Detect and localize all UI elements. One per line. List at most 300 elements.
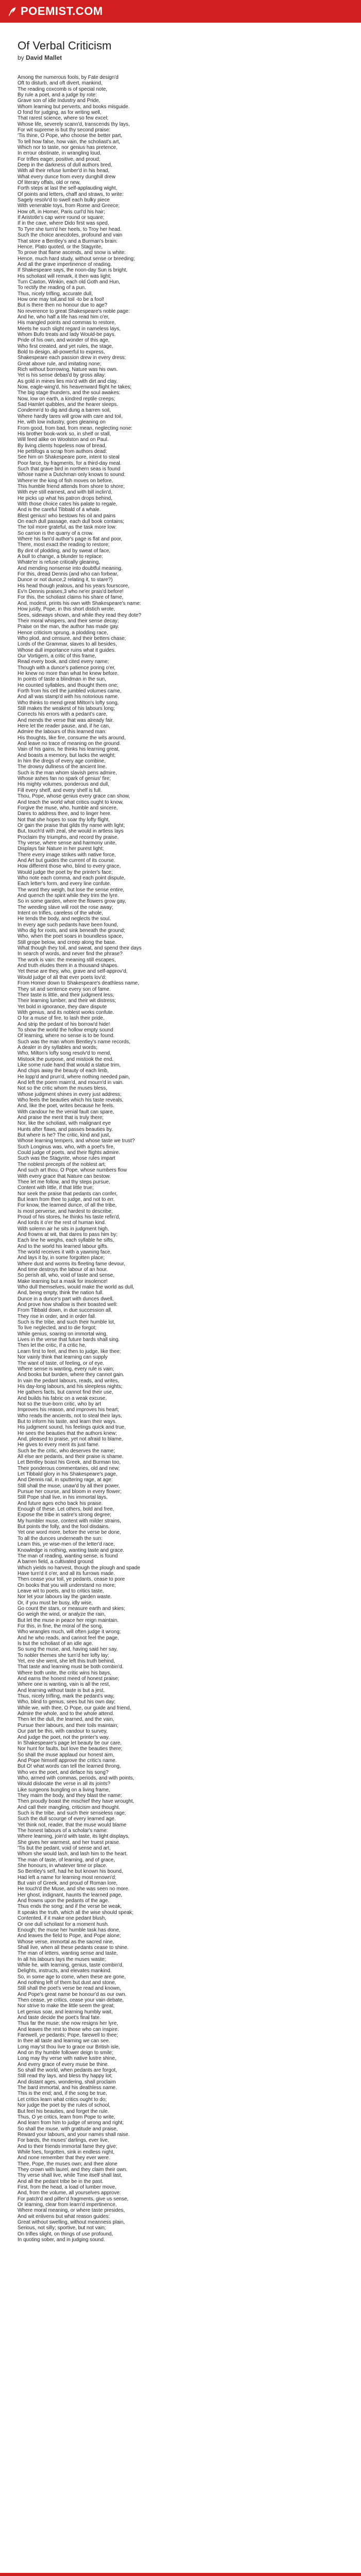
site-header — [0, 0, 361, 23]
poem-line: He tends the body, and neglects the soul. — [18, 916, 111, 922]
poem-line: But learn from thee to judge, and not to err. — [18, 1196, 115, 1202]
poem-line: To live neglected, and to die forgot; — [18, 1325, 97, 1331]
poem-byline — [18, 54, 348, 62]
poem-line: Corrects his errors with a pedant's care, — [18, 711, 108, 718]
poem-line: A barren field, a cultivated ground — [18, 1559, 94, 1565]
poem-line: Nor strive to make the little seem the great; — [18, 2003, 115, 2009]
poem-line: Hunts after flaws, and passes beauties by. — [18, 1126, 113, 1132]
poem-line: The drowsy dullness of the ancient line. — [18, 764, 107, 770]
poem-line: The want of taste, of feeling, or of eye. — [18, 1360, 104, 1366]
poem-line: The toil more grateful, as the task more low: — [18, 524, 117, 531]
poem-line: Then let the critic, if a critic he, — [18, 1343, 87, 1349]
poem-line: Enough; the muse her humble task has done, — [18, 1927, 121, 1933]
poem-line: Shakespeare each passion drew in every dress: — [18, 355, 126, 361]
quill-icon — [7, 6, 18, 16]
poem-line: So shall the muse, with gratitude and praise, — [18, 2126, 118, 2132]
poem-line: Nor, like the scholiast, with malignant eye — [18, 1121, 111, 1127]
poem-line: Oft to disturb, and oft divert, mankind, — [18, 80, 103, 87]
poem-line: In Shakespeare's page let beauty be our care, — [18, 1740, 122, 1746]
poem-line: Still shall the muse, unaw'd by all their power, — [18, 1483, 120, 1489]
poem-line: The work is vain: the meaning still escapes, — [18, 957, 116, 963]
poem-line: Still grope below, and creep along the base. — [18, 939, 117, 945]
poem-line: Not so the critic whom the muses bless, — [18, 1086, 107, 1092]
poem-line: Who wrangles much, will often judge it wrong; — [18, 1629, 121, 1635]
poem-line: They maim the body, and they blast the name; — [18, 1792, 122, 1799]
poem-line: His thoughts, like fire, consume the wits around, — [18, 735, 126, 741]
poem-line: And praise the merit that is truly there; — [18, 1115, 104, 1121]
poem-line: For this, dread Dennis (and who can forbear, — [18, 571, 119, 578]
poem-line: By dint of plodding, and by sweat of face, — [18, 548, 111, 554]
poem-line: Forth steps at last the self-applauding wight, — [18, 185, 118, 192]
poem-line: Admire the whole, and to the whole attend. — [18, 1711, 114, 1717]
author-name[interactable]: David Mallet — [26, 54, 62, 62]
poem-line: He pettifogs a scrap from authors dead: — [18, 448, 107, 454]
poem-line: Whom Bufo treats and lady Would-be pays. — [18, 332, 116, 338]
poem-line: While he, with learning, genius, taste combin'd, — [18, 1962, 124, 1968]
poem-line: On trifles slight, on things of use profound, — [18, 2231, 113, 2237]
poem-line: While genius, soaring on immortal wing, — [18, 1331, 108, 1337]
poem-line: Who plod, and censure, and their betters chase; — [18, 635, 126, 641]
poem-line: A dealer in dry syllables and words; — [18, 1044, 97, 1050]
poem-line: Long may'st thou live to grace our British isle, — [18, 2044, 120, 2050]
poem-line: Contented, if it make one pedant blush, — [18, 1916, 106, 1922]
poem-line: Who feels the beauties which his taste reveals, — [18, 1097, 124, 1104]
poem-line: Which yields no harvest, though the plough and spade — [18, 1565, 140, 1571]
poem-line: Now, low on earth, a kindred reptile creeps; — [18, 396, 116, 402]
poem-line: Is but the scholiast of an idle age. — [18, 1641, 93, 1647]
poem-line: Nor hunt for faults, but love the beauties there; — [18, 1746, 123, 1752]
poem-line: Let genius soar, and learning humbly wait, — [18, 2009, 113, 2015]
poem-line: 'Tis but the pedant, void of sense and art, — [18, 1845, 111, 1852]
poem-line: Vain of his gains, he thinks his learning great, — [18, 747, 120, 753]
poem-line: For wit supreme is but thy second praise: — [18, 127, 111, 133]
poem-line: Yet one word more, before the verse be done, — [18, 1530, 121, 1536]
poem-line: Who thinks to mend great Milton's lofty song, — [18, 700, 119, 706]
poem-line: Who, blind to genius, sees but his own day; — [18, 1699, 116, 1705]
poem-line: For patch'd and pilfer'd fragments, give us sense, — [18, 2196, 129, 2202]
poem-line: Fill every shelf, and every shelf is full. — [18, 787, 102, 793]
poem-line: And future ages echo back his praise. — [18, 1500, 103, 1506]
poem-line: Hence, much hard study, without sense or breeding; — [18, 256, 135, 262]
poem-line: Still shall the poet's verse be read and known, — [18, 1986, 121, 1992]
poem-line: Hence criticism sprung, a plodding race, — [18, 630, 108, 636]
poem-line: Of literary offals, old or new, — [18, 180, 81, 186]
poem-line: With venerable toys, from Rome and Greece; — [18, 203, 120, 209]
poem-line: Admire the labours of this learned man: — [18, 729, 107, 735]
poem-line: Lives in the verse that future bards shall sing. — [18, 1337, 120, 1343]
poem-line: See him on Shakespeare pore, intent to steal — [18, 454, 120, 461]
poem-line: Great above rule, and imitating none; — [18, 361, 102, 367]
poem-line: Yet is his sense debas'd by gross allay: — [18, 372, 106, 379]
poem-line: All else are pedants, and their praise is shame. — [18, 1454, 124, 1460]
poem-line: In every age such pedants have been found, — [18, 922, 118, 928]
poem-line: From good, from bad, from mean, neglecting none: — [18, 425, 133, 431]
poem-line: Content with little, if that little true; — [18, 1185, 94, 1191]
poem-body — [18, 75, 348, 2243]
poem-line: Which nor to taste, nor genius has pretence, — [18, 145, 118, 151]
poem-line: And he, who half a life has read him o'er, — [18, 314, 110, 320]
poem-line: Where both unite, the critic wins his bays, — [18, 1670, 111, 1676]
poem-line: Thus, nicely trifling, accurate dull, — [18, 291, 93, 297]
poem-line: Their ponderous commentaries, old and new; — [18, 1465, 120, 1471]
poem-line: Knowledge is nothing, wanting taste and grace. — [18, 1547, 124, 1553]
poem-line: If Aristotle's cap were round or square; — [18, 215, 105, 221]
poem-line: If in the cave, where Dido first was sped, — [18, 221, 109, 227]
poem-line: And teach the world what critics ought to know, — [18, 799, 124, 805]
poem-line: Their learning lumber, and their wit distress; — [18, 998, 116, 1004]
poem-line: For trifles eager, positive, and proud; — [18, 156, 101, 162]
poem-line: So in some garden, where the flowers grow gay, — [18, 899, 126, 905]
poem-line: With every grace that Nature can bestow. — [18, 1173, 111, 1179]
poem-line: And call their mangling, criticism and thought. — [18, 1804, 120, 1810]
poem-line: Thee, Pope, the muses own; and thee alone — [18, 2161, 118, 2167]
poem-line: Whom she would lash, and lash him to the heart. — [18, 1851, 128, 1857]
poem-line: Nor let your labours lay the garden waste. — [18, 1594, 112, 1600]
poem-line: In errour obstinate, in wrangling loud, — [18, 150, 102, 157]
poem-line: And taste decide the poet's final fate. — [18, 2015, 101, 2021]
poem-line: And such art thou, O Pope, whose numbers flow — [18, 1167, 127, 1174]
poem-line: To prove that flame ascends, and snow is white: — [18, 250, 126, 256]
poem-line: Long may thy verse with native lustre shine, — [18, 2056, 117, 2062]
poem-line: Shall live, when all these pedants cease to shine. — [18, 1944, 129, 1951]
poem-line: As gold in mines lies mix'd with dirt and clay. — [18, 378, 118, 384]
poem-line: He counted syllables, and thought them one; — [18, 682, 119, 688]
poem-line: Such be the critic, who deserves the name; — [18, 1448, 115, 1454]
poem-line: And frowns at wit, that dares to pass him by; — [18, 1231, 118, 1238]
poem-line: Here let the reader pause, and, if he can, — [18, 723, 110, 730]
poem-line: Would judge of all that ever poets lov'd: — [18, 974, 106, 980]
poem-line: Now, eagle-wing'd, his heavenward flight he takes; — [18, 384, 132, 391]
poem-line: And, modest, prints his own with Shakespeare's name: — [18, 600, 141, 606]
poem-line: Who vex the poet, and deface his song? — [18, 1769, 109, 1775]
poem-line: Would dislocate the verse in all its joints? — [18, 1781, 110, 1787]
poem-line: Praise on the man, the author has made gay. — [18, 624, 119, 630]
poem-line: On books that you will understand no more; — [18, 1582, 116, 1588]
poem-line: For this, the scholiast claims his share of fame, — [18, 595, 124, 601]
poem-line: Yet think not, reader, that the muse would blame — [18, 1822, 126, 1828]
poem-line: From Homer down to Shakespeare's deathless name, — [18, 980, 139, 987]
poem-line: And, being empty, think the nation full. — [18, 1290, 104, 1296]
poem-line: In quoting sober, and in judging sound. — [18, 2237, 105, 2243]
poem-line: Where moral meaning, or where taste presides, — [18, 2208, 125, 2214]
poem-line: Go weigh the wind, or analyze the rain, — [18, 1612, 106, 1618]
poem-line: And leaves the field to Pope, and Pope alone; — [18, 1933, 121, 1939]
poem-line: While we, with thee, O Pope, our guide and friend, — [18, 1705, 132, 1711]
poem-line: The man of taste, of learning, and of grace, — [18, 1857, 115, 1863]
poem-line: With those choice cates his palate to regale, — [18, 501, 118, 507]
poem-line: Make learning but a mask for insolence! — [18, 1278, 108, 1284]
poem-line: And every grace of every muse be thine. — [18, 2061, 109, 2067]
poem-line: Serious, not silly; sportive, but not vain; — [18, 2225, 106, 2231]
poem-line: And nothing left of them but dust and stone, — [18, 1979, 117, 1986]
poem-line: So Bentley's self, had he but known his bound, — [18, 1869, 123, 1875]
poem-line: And prove how shallow is their boasted well: — [18, 1302, 118, 1308]
poem-line: On each dull passage, each dull book contains; — [18, 519, 124, 525]
poem-line: How different those who, blind to every grace, — [18, 863, 121, 870]
poem-line: This is the end; and, if the song be true, — [18, 2091, 107, 2097]
poem-line: Their taste is little, and their judgment less, — [18, 992, 114, 998]
poem-line: Had left a name for learning most renown'd; — [18, 1874, 117, 1880]
poem-line: Who reads the ancients, not to steal their lays, — [18, 1413, 122, 1419]
poem-line: My humbler muse, content with milder strains, — [18, 1518, 121, 1524]
poem-line: Such the dull scourge of every learned age. — [18, 1816, 116, 1822]
poem-line: That taste and learning must be both combin'd. — [18, 1664, 124, 1670]
poem-line: Dares to address thee, and to linger here. — [18, 811, 112, 817]
poem-line: Thou, Pope, whose genius every grace can show, — [18, 793, 130, 800]
poem-line: What though they toil, and sweat, and spend their days — [18, 945, 142, 952]
poem-line: Who, armed with commas, periods, and with points, — [18, 1775, 135, 1781]
poem-line: Still read thy lays, and bless thy happy lot; — [18, 2073, 112, 2079]
poem-line: Still makes the weakest of his labours long; — [18, 706, 115, 712]
poem-line: Our Vortigern, a critic of this frame, — [18, 653, 96, 659]
poem-line: How oft, in Homer, Paris curl'd his hair; — [18, 209, 105, 215]
poem-line: Ev'n Dennis praises,3 who ne'er prais'd before! — [18, 589, 124, 595]
poem-line: To tell how false, how vain, the scholiast's art, — [18, 139, 120, 145]
poem-line: To show the world the hollow empty sound — [18, 1027, 113, 1033]
poem-line: Mistook the purpose, and mistook the end. — [18, 1056, 114, 1062]
poem-line: Sees, sideways shown, and while they read they dote? — [18, 612, 141, 618]
poem-line: Among the numerous fools, by Fate design'd — [18, 74, 119, 80]
poem-line: Nor judge the poet by the rules of school, — [18, 2103, 111, 2109]
poem-line: And mends the verse that was already fair. — [18, 717, 114, 723]
poem-line: With all their refuse lumber'd in his head, — [18, 168, 110, 174]
poem-line: So shall the world, when pedants are forgot, — [18, 2067, 117, 2074]
poem-line: In points of taste a blindman in the sun, — [18, 676, 106, 683]
poem-line: Or, if you must be busy, idly wise, — [18, 1600, 93, 1606]
poem-line: Of points and letters, chaff and straws, to write: — [18, 191, 124, 197]
poem-line: And to the world his learned labour gifts. — [18, 1243, 109, 1249]
poem-line: For know, the learned dunce, of all the tribe, — [18, 1202, 117, 1209]
poem-line: Thus, O ye critics, learn from Pope to write, — [18, 2114, 116, 2120]
poem-line: Dunce or not dunce,2 relating it, to stare?) — [18, 577, 113, 583]
poem-line: Thus ends the song; and if the verse be weak, — [18, 1904, 122, 1910]
poem-line: Still Pope shall live, in his immortal lays, — [18, 1495, 108, 1501]
poem-line: And is the careful Tibbald of a whale. — [18, 507, 101, 513]
poem-line: Yet these are they, who, grave and self-approv'd, — [18, 969, 128, 975]
poem-line: In him the dregs of every age combine, — [18, 758, 106, 765]
poem-line: While foes, forgotten, sink in endless night, — [18, 2149, 114, 2155]
poem-line: But where is he? The critic, kind and just, — [18, 1132, 110, 1139]
poem-line: For bards, the muses' darlings, ever live, — [18, 2138, 109, 2144]
poem-line: Enough of these. Let others, bold and free, — [18, 1506, 114, 1513]
poem-line: Farewell, ye pedants; Pope, farewell to thee; — [18, 2032, 118, 2039]
poem-line: Whate'er is refuse critically gleaning, — [18, 560, 100, 566]
poem-line: Hence, Plato quoted, or the Stagyrite, — [18, 244, 103, 250]
poem-line: Like surgeons bungling on a living frame, — [18, 1787, 110, 1793]
poem-line: There, most exact the reading to restore; — [18, 542, 110, 548]
poem-line: Yet bold in ignorance, they dare dispute — [18, 1004, 107, 1010]
poem-title: Of Verbal Criticism — [18, 39, 112, 52]
poem-line: In thee all taste and learning we can see. — [18, 2038, 110, 2044]
poem-line: And all the grave impertinence of reading. — [18, 261, 112, 267]
poem-line: So perish all, who, void of taste and sense, — [18, 1273, 114, 1279]
poem-line: He knew no more than what he knew before. — [18, 670, 119, 676]
poem-line: Have turn'd it o'er, and all its furrows made. — [18, 1570, 115, 1577]
poem-line: Pride of his own, and wonder of this age, — [18, 337, 110, 344]
poem-line: She honours, in whatever time or place. — [18, 1863, 108, 1869]
poem-line: In all his labours lays the muses waste; — [18, 1956, 106, 1962]
byline-prefix: by — [18, 54, 24, 62]
poem-line: And, like the poet, writes because he feels. — [18, 1103, 114, 1109]
poem-line: This humble friend attends from shore to shore; — [18, 483, 125, 489]
poem-line: So sung the muse, and, having said her say, — [18, 1647, 118, 1653]
poem-line: But to inform his taste, and learn their ways. — [18, 1418, 117, 1425]
poem-line: Deep in the darkness of dull authors bred, — [18, 162, 112, 168]
poem-line: And time destroys the labour of an hour. — [18, 1267, 108, 1273]
poem-line: Such the choice anecdotes, profound and vain — [18, 232, 123, 239]
poem-line: And, pleased to praise, yet not afraid to blame, — [18, 1436, 123, 1442]
poem-line: Condemn'd to dig and dung a barren soil, — [18, 408, 111, 414]
poem-line: To Tyre she turn'd her heels, to Troy her head. — [18, 226, 122, 232]
poem-line: Pursue her course, and bloom in every flower; — [18, 1489, 122, 1495]
poem-line: Dunce in a dunce's part with dunces dwell, — [18, 1296, 114, 1302]
poem-line: Where his fam'd author's page is flat and poor, — [18, 536, 123, 543]
poem-line: Forth from his cell the jumbled volumes came, — [18, 688, 122, 694]
poem-line: The weeding slave will root the rose away; — [18, 904, 113, 910]
poem-line: Then let the dull, the learned, and the vain, — [18, 1717, 114, 1723]
poem-line: Let critics learn what critics ought to do; — [18, 2096, 107, 2103]
poem-line: And frowns upon the pedants of the age. — [18, 1898, 109, 1904]
poem-line: And all the pedant tribe be in the past. — [18, 2178, 104, 2184]
poem-line: From Tibbald down, in due succession all, — [18, 1308, 112, 1314]
poem-line: He gathers facts, but cannot find their use, — [18, 1389, 113, 1396]
poem-line: His scholiast will remark, it then was light; — [18, 273, 111, 279]
poem-line: His mangled points and commas to restore, — [18, 320, 116, 326]
poem-line: They rise in order, and in order fall. — [18, 1313, 96, 1319]
poem-line: It speaks the truth, which all the wise should speak; — [18, 1909, 134, 1916]
poem-line: Whose name a Dutchman only knows to sound: — [18, 472, 126, 478]
poem-line: Yet, ere she went, she left this truth behind, — [18, 1658, 116, 1665]
poem-line: She gives her warmest, and her truest praise. — [18, 1839, 121, 1845]
poem-line: And builds his fabric on a weak excuse. — [18, 1395, 107, 1401]
poem-line: With eye still earnest, and with bill inclin'd, — [18, 489, 112, 496]
poem-line: And strip the pedant of his borrow'd hide! — [18, 1021, 110, 1027]
poem-line: And lords it o'er the rest of human kind. — [18, 1220, 106, 1226]
poem-line: The word they weigh, but lose the sense entire, — [18, 887, 124, 893]
poem-line: Would judge the poet by the printer's face; — [18, 869, 113, 875]
poem-line: And learning without taste is but a jest. — [18, 1687, 105, 1693]
poem-line: But O! what words can tell the learned throng, — [18, 1764, 121, 1770]
poem-line: In search of words, and never find the phrase? — [18, 951, 123, 957]
poem-line: Meets he such slight regard in nameless lays, — [18, 326, 121, 332]
poem-line: Or gain the praise that gilds thy name with light; — [18, 822, 125, 828]
poem-line: Such was the man whom Bentley's name records, — [18, 1039, 130, 1045]
poem-line: They sit and sentence every son of fame. — [18, 986, 111, 992]
poem-line: The honest labours of a scholar's name: — [18, 1828, 108, 1834]
poem-line: Will feed alike on Woolston and on Paul. — [18, 437, 109, 443]
poem-line: If Shakespeare says, the noon-day Sun is bright, — [18, 267, 127, 274]
poem-line: Not that she hopes to soar thy lofty flight, — [18, 817, 110, 823]
poem-line: What every dunce from every dunghill drew — [18, 174, 116, 180]
poem-line: His head though jealous, and his years fourscore, — [18, 583, 129, 589]
poem-line: Whose verse, immortal as the sacred nine, — [18, 1939, 114, 1945]
poem-line: To nobler themes she turn'd her lofty lay; — [18, 1652, 109, 1658]
poem-line: Proud of his stores, he thinks his taste refin'd, — [18, 1214, 120, 1220]
poem-line: But vain of Greek, and proud of Roman lore, — [18, 1880, 118, 1887]
poem-line: But, touch'd with zeal, she would in artless lays — [18, 828, 124, 835]
poem-line: And leaves the rest to those who can inspire. — [18, 2026, 119, 2032]
poem-line: And quench the spirit while they trim the lyre. — [18, 893, 119, 899]
poem-line: Displays fair Nature in her purest light; — [18, 846, 104, 852]
site-logo-link[interactable] — [7, 6, 103, 17]
poem-line: Or learning, clear from learn'd impertinence, — [18, 2202, 117, 2208]
poem-line: Then proudly boast the mischief they have wrought, — [18, 1799, 135, 1805]
poem-line: Rich without borrowing, Nature was his own. — [18, 367, 118, 373]
poem-line: Reward your labours, and your names shall raise. — [18, 2131, 130, 2138]
poem-line: The bard immortal, and his deathless name. — [18, 2085, 117, 2091]
poem-line: So carrion is the quarry of a crow. — [18, 530, 94, 536]
poem-line: They crown with laurel, and they claim their own. — [18, 2166, 127, 2173]
poem-line: Intent on trifles, careless of the whole, — [18, 910, 103, 917]
poem-line: Go count the stars, or measure earth and skies; — [18, 1605, 125, 1612]
poem-line: Where dust and worms its fleeting fame devour, — [18, 1261, 125, 1267]
site-footer — [0, 2573, 361, 2576]
poem-line: Where'er the king of fish moves on before, — [18, 478, 113, 484]
poem-line: Such Longinus was, who, with a poet's fire, — [18, 1144, 115, 1150]
poem-line: Whose judgment shines in every just address; — [18, 1091, 122, 1097]
poem-line: And chips away the beauty of each limb, — [18, 1068, 109, 1074]
poem-line: Her ghost, indignant, haunts the learned page, — [18, 1892, 123, 1898]
poem-line: Lords of the Grammar, slaves to all besides, — [18, 641, 117, 648]
poem-line: And, from the volume, all yourselves approve: — [18, 2190, 121, 2196]
poem-line: But is there then no honour due to age? — [18, 302, 108, 309]
poem-line: But feel his beauties, and forget the rule. — [18, 2108, 109, 2114]
poem-line: Where learning, join'd with taste, its light displays, — [18, 1834, 130, 1840]
poem-line: Whom learning but perverts, and books misguide. — [18, 104, 130, 110]
poem-line: He, with low industry, goes gleaning on — [18, 419, 106, 426]
poem-line: In vain the pedant labours, reads, and writes, — [18, 1378, 120, 1384]
poem-line: Turn Caxton, Winkin, each old Goth and Hun, — [18, 279, 120, 285]
poem-line: The man of reading, wanting sense, is found — [18, 1553, 118, 1559]
poem-line: Learn this, ye wise-men of the letter'd race, — [18, 1541, 115, 1548]
poem-line: Who dig for roots, and sink beneath the ground; — [18, 928, 125, 934]
poem-line: Learn first to feel, and then to judge, like thee; — [18, 1348, 121, 1354]
poem-line: So shall the muse applaud our honest aim, — [18, 1752, 114, 1758]
poem-line: Nor seek the praise that pedants can confer, — [18, 1191, 118, 1197]
poem-line: Such was the Stagyrite, whose rules impart — [18, 1156, 116, 1162]
poem-line: Where sense is wanting, every rule is vain; — [18, 1366, 114, 1372]
poem-line: He sees the beauties that the authors knew; — [18, 1430, 117, 1436]
poem-line: Whose learning tempers, and whose taste we trust? — [18, 1138, 135, 1144]
poem-line: Then cease, ye critics, cease your vain debate, — [18, 1997, 124, 2003]
poem-line: He touch'd the Muse, and she was seen no more. — [18, 1886, 130, 1892]
poem-line: Thee let me follow, and thy steps pursue, — [18, 1179, 110, 1185]
poem-line: His mighty volumes, ponderous and dull, — [18, 782, 109, 788]
poem-line: That store a Bentley's and a Burman's brain: — [18, 238, 118, 244]
poem-line: There every image strikes with native force, — [18, 852, 116, 858]
poem-line: To all the dunces underneath the sun: — [18, 1535, 103, 1541]
poem-line: Our part be this, with candour to survey, — [18, 1728, 108, 1735]
poem-line: With solemn air he sits in judgment high, — [18, 1226, 109, 1232]
poem-line: Great without swelling, without meanness plain, — [18, 2219, 125, 2226]
poem-line: Whose life, severely scann'd, transcends thy lays, — [18, 121, 130, 127]
poem-line: And Pope's great name be honour'd as our own. — [18, 1991, 127, 1997]
poem-line: Let Bentley boast his Greek, and Burman too, — [18, 1460, 121, 1466]
poem-line: Such is the tribe, and such their senseless rage; — [18, 1810, 126, 1816]
poem-line: Bold to design, all-powerful to express, — [18, 349, 105, 355]
poem-line: Sagely resolv'd to swell each bulky piece — [18, 197, 110, 204]
poem-line: Let Tibbald glory in his Shakespeare's page, — [18, 1471, 118, 1478]
poem-line: Delights, instructs, and elevates mankind. — [18, 1968, 112, 1974]
poem-line: And Pope himself approve the critic's name. — [18, 1757, 117, 1764]
poem-line: Leave wit to poets, and to critics taste, — [18, 1588, 104, 1594]
poem-line: He gives to every merit its just fame. — [18, 1442, 100, 1448]
poem-line: A bull to change, a blunder to replace: — [18, 554, 103, 560]
poem-line: Blest genius! who bestows his oil and pains — [18, 513, 116, 519]
poem-line: And earns the honest meed of honest praise; — [18, 1676, 120, 1682]
poem-line: O fond for judging, as for writing well, — [18, 109, 102, 115]
poem-line: Like some rude hand that would a statue trim, — [18, 1062, 121, 1068]
